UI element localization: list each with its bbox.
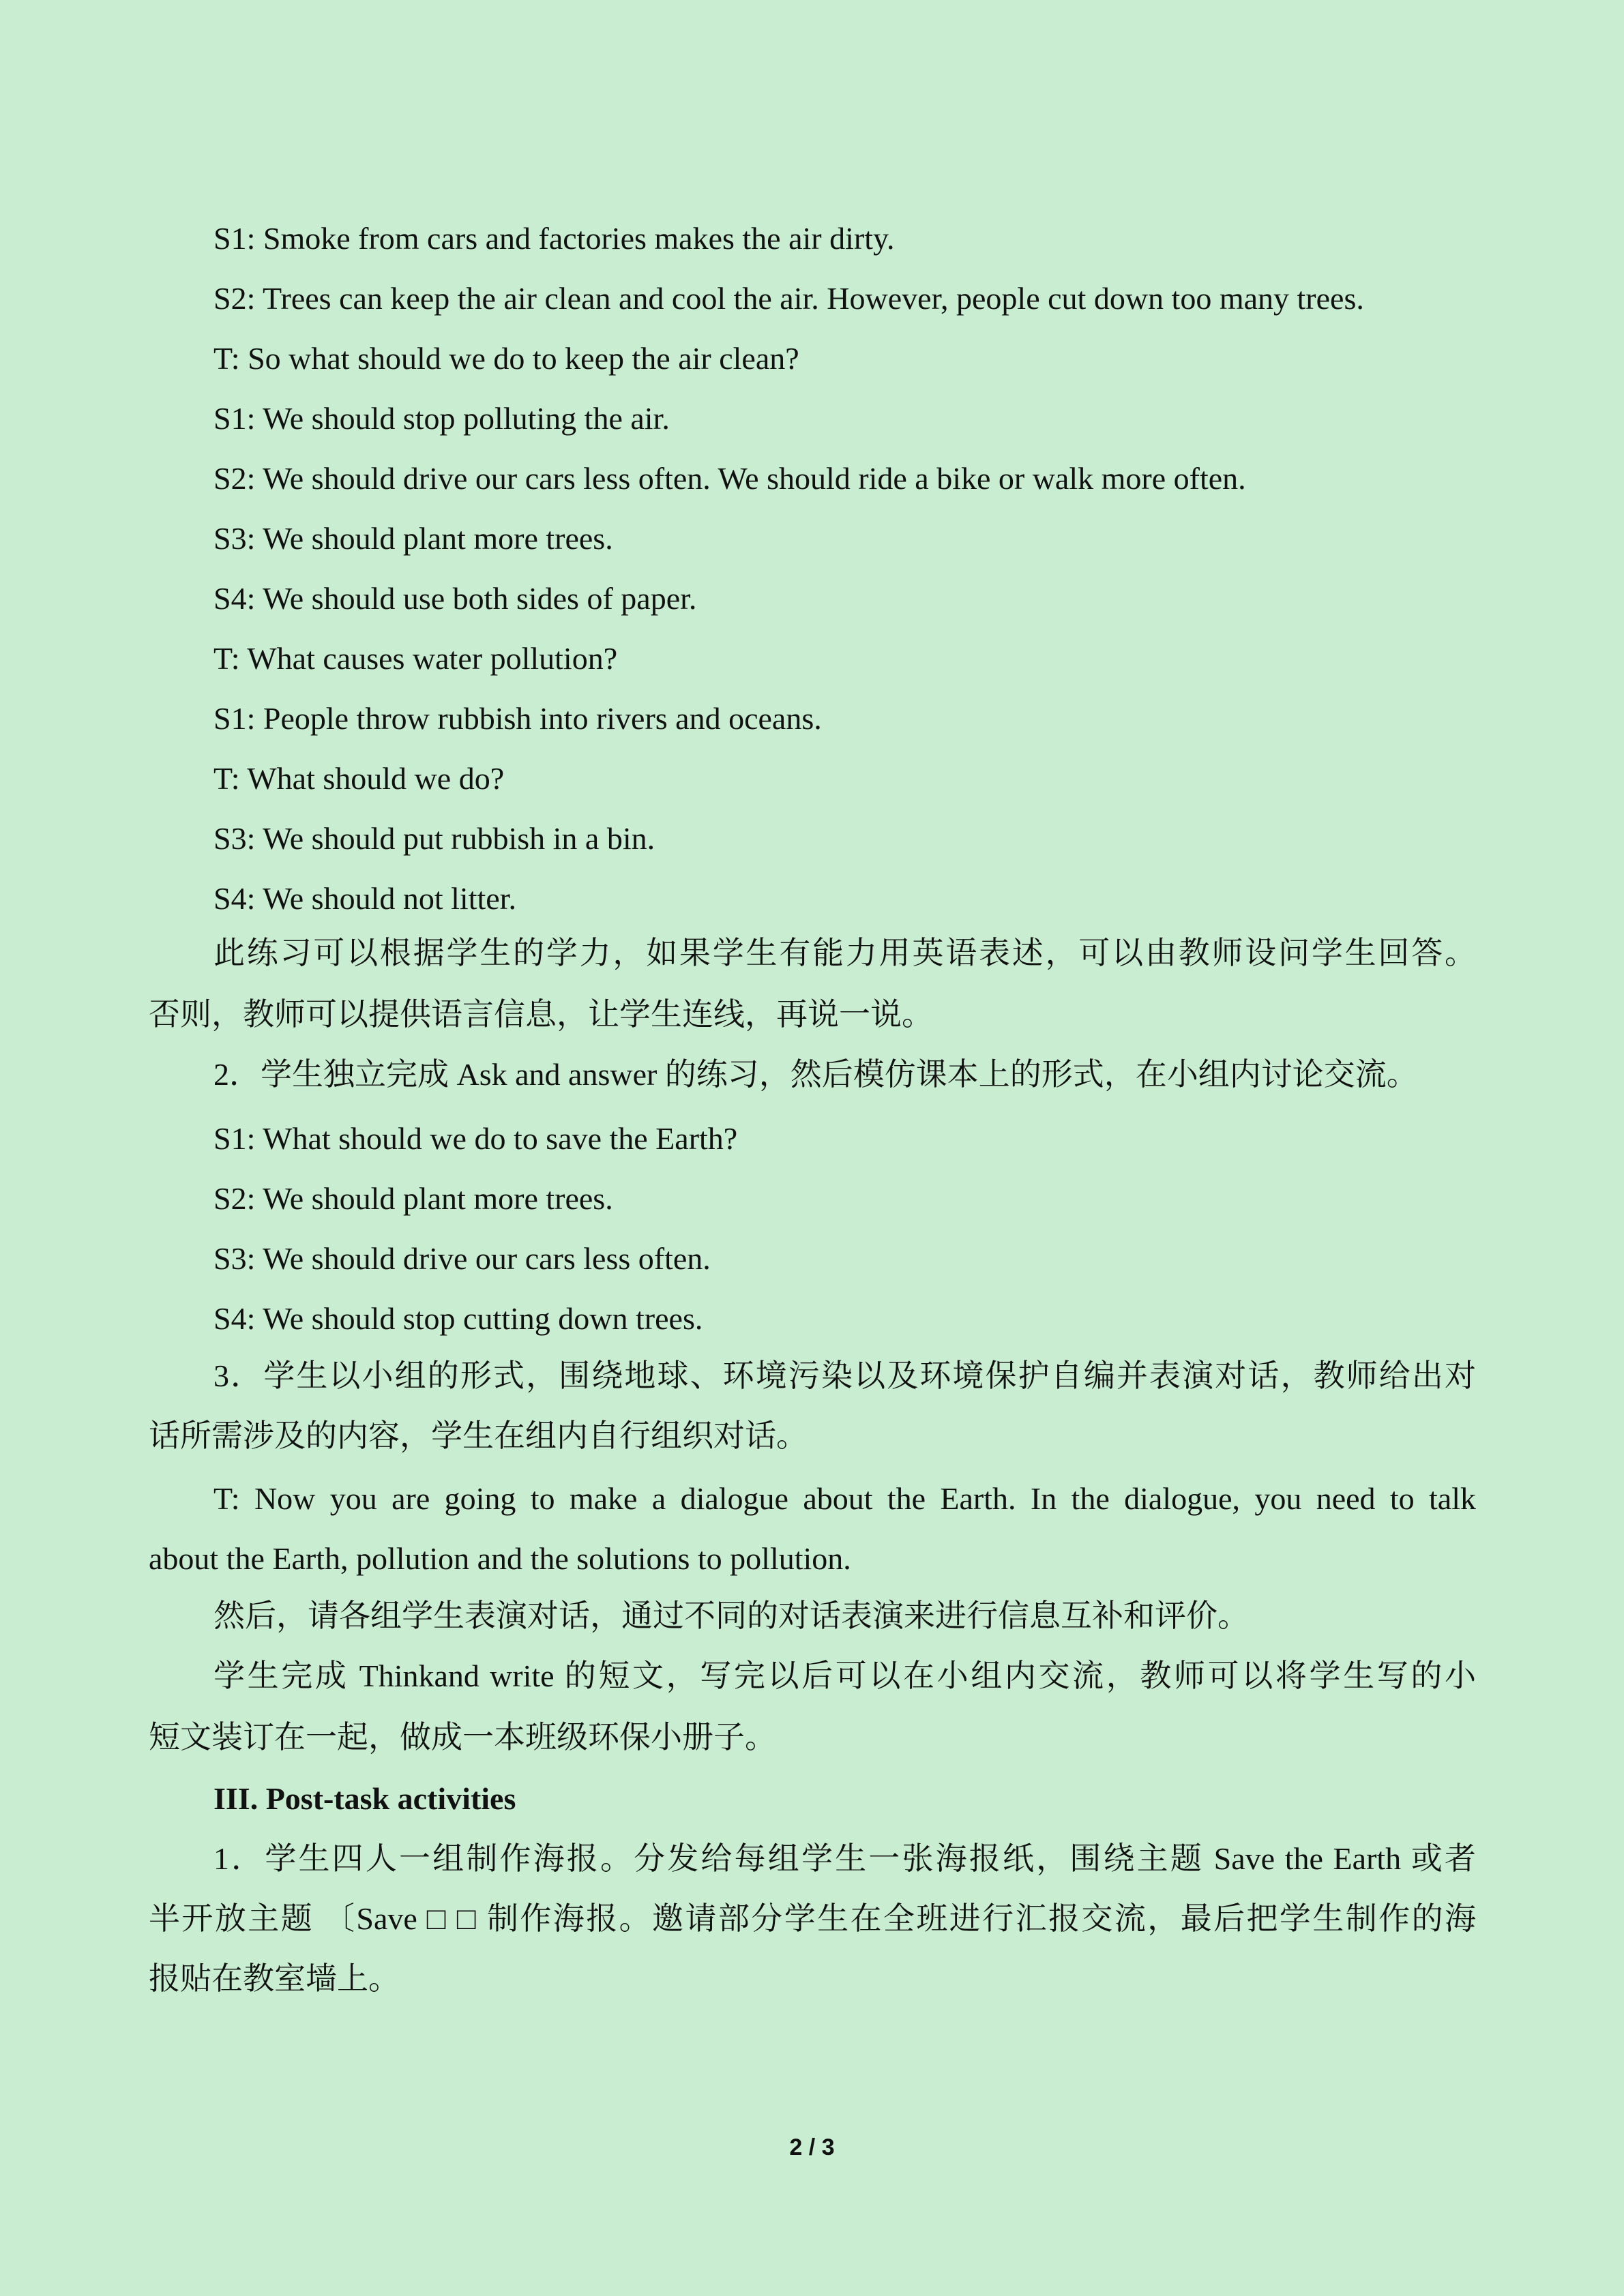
dialogue-line: S1: People throw rubbish into rivers and oceans.: [213, 701, 822, 736]
paragraph-line: 话所需涉及的内容，学生在组内自行组织对话。: [149, 1418, 808, 1453]
dialogue-line: S3: We should drive our cars less often.: [213, 1241, 711, 1276]
dialogue-line: S3: We should put rubbish in a bin.: [213, 821, 655, 856]
paragraph-line: 报贴在教室墙上。: [149, 1961, 400, 1996]
dialogue-line: S4: We should not litter.: [213, 881, 516, 916]
section-heading: III. Post-task activities: [213, 1781, 516, 1816]
paragraph-line: 此练习可以根据学生的学力，如果学生有能力用英语表述，可以由教师设问学生回答。: [213, 936, 1476, 970]
dialogue-line: about the Earth, pollution and the solutions to pollution.: [149, 1541, 851, 1576]
dialogue-line: T: What causes water pollution?: [213, 641, 618, 676]
paragraph-line: 2．学生独立完成 Ask and answer 的练习，然后模仿课本上的形式，在小组内讨论交流。: [213, 1057, 1418, 1092]
page-number: 2 / 3: [789, 2134, 835, 2160]
paragraph-line: 半开放主题 〔Save □ □ 制作海报。邀请部分学生在全班进行汇报交流，最后把学生制作的海: [149, 1901, 1476, 1936]
dialogue-line: S1: What should we do to save the Earth?: [213, 1121, 738, 1156]
dialogue-line: S4: We should use both sides of paper.: [213, 581, 697, 616]
dialogue-line: T: So what should we do to keep the air clean?: [213, 341, 799, 376]
dialogue-line: S1: We should stop polluting the air.: [213, 401, 670, 436]
paragraph-line: 学生完成 Thinkand write 的短文，写完以后可以在小组内交流，教师可以将学生写的小: [213, 1658, 1476, 1693]
paragraph-line: 短文装订在一起，做成一本班级环保小册子。: [149, 1720, 776, 1755]
dialogue-line: S2: We should plant more trees.: [213, 1181, 613, 1216]
paragraph-line: 1．学生四人一组制作海报。分发给每组学生一张海报纸，围绕主题 Save the Earth 或者: [213, 1841, 1476, 1876]
dialogue-line: S1: Smoke from cars and factories makes the air dirty.: [213, 221, 895, 256]
dialogue-line: T: What should we do?: [213, 761, 505, 796]
dialogue-line: S3: We should plant more trees.: [213, 521, 613, 556]
dialogue-line: S2: Trees can keep the air clean and cool the air. However, people cut down too many trees.: [213, 281, 1364, 316]
dialogue-line: S4: We should stop cutting down trees.: [213, 1301, 703, 1336]
dialogue-line: S2: We should drive our cars less often. We should ride a bike or walk more often.: [213, 461, 1246, 496]
paragraph-line: 3．学生以小组的形式，围绕地球、环境污染以及环境保护自编并表演对话，教师给出对: [213, 1358, 1476, 1393]
paragraph-line: 然后，请各组学生表演对话，通过不同的对话表演来进行信息互补和评价。: [213, 1598, 1249, 1633]
paragraph-line: 否则，教师可以提供语言信息，让学生连线，再说一说。: [149, 997, 933, 1032]
dialogue-line: T: Now you are going to make a dialogue about the Earth. In the dialogue, you need to talk: [213, 1481, 1476, 1516]
